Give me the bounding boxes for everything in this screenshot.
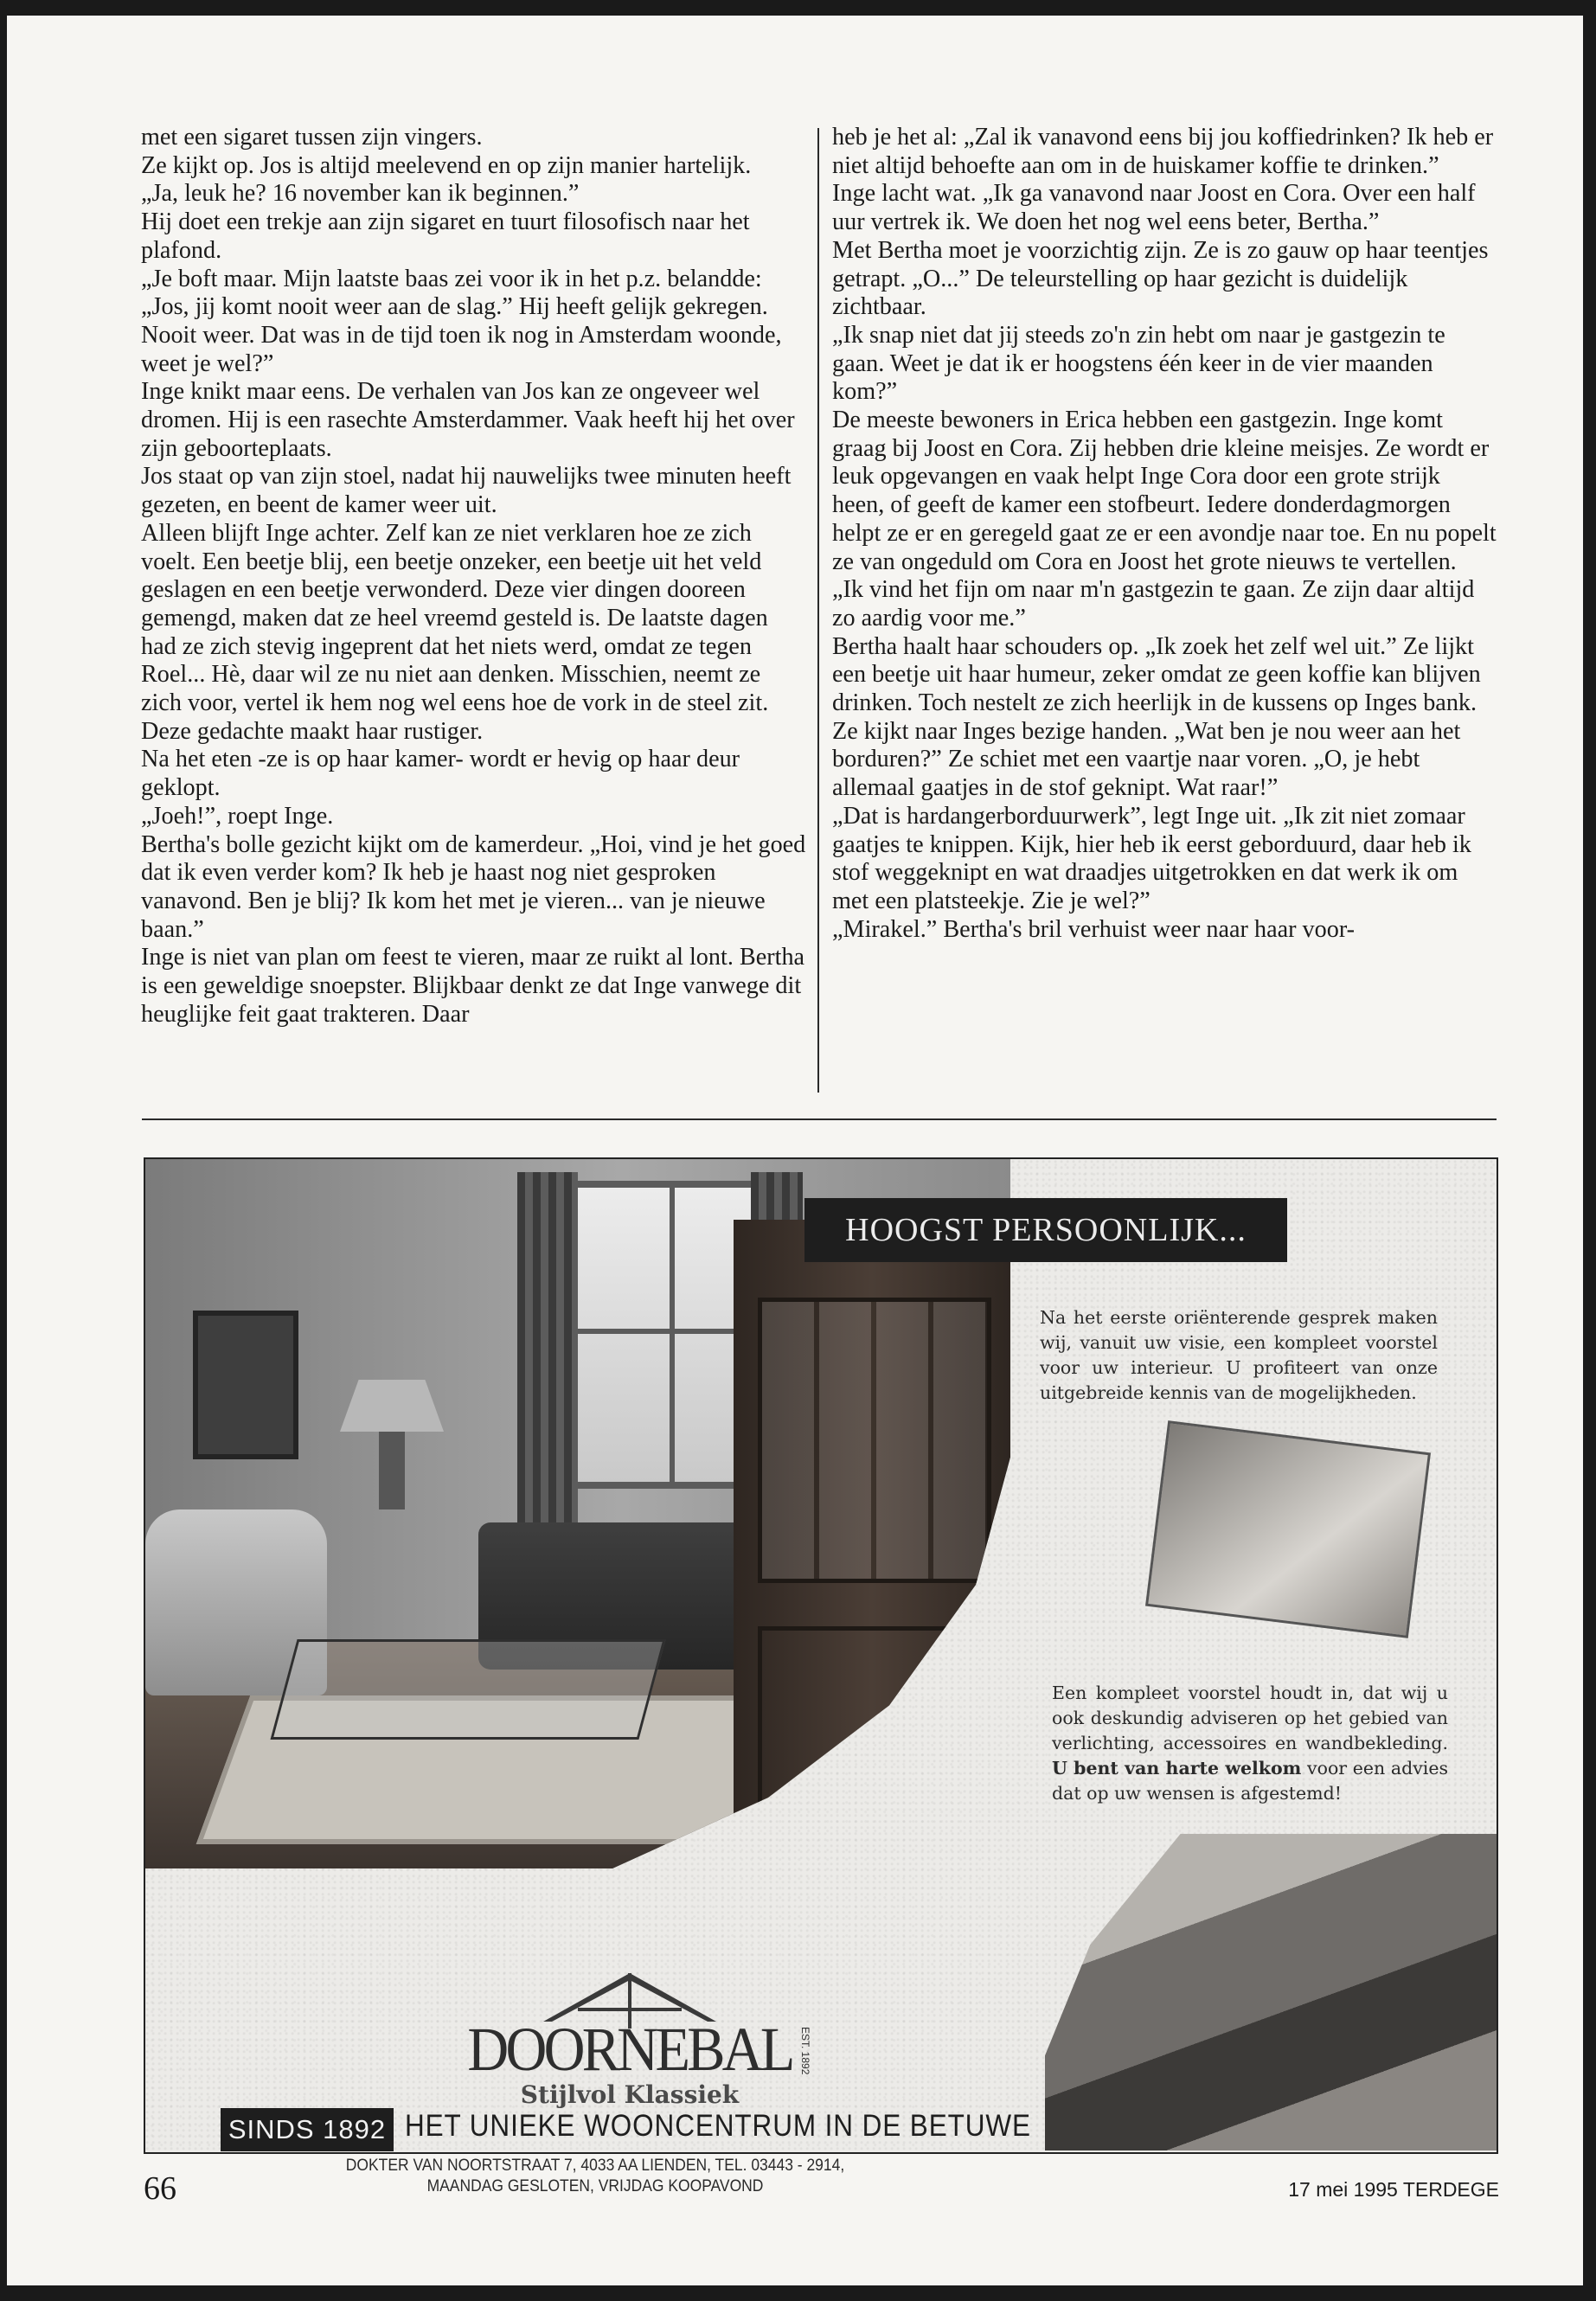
doornebal-logo	[448, 1968, 811, 2109]
paragraph: Inge is niet van plan om feest te vieren, maar ze ruikt al lont. Bertha is een geweldige snoepster. Blijkbaar denkt ze dat Inge vanwege dit heuglijke feit gaat trakteren. Daar	[141, 944, 805, 1028]
paragraph: „Je boft maar. Mijn laatste baas zei voor ik in het p.z. belandde: „Jos, jij komt nooit weer aan de slag.” Hij heeft gelijk gekregen. Nooit weer. Dat was in de tijd toen ik nog in Amsterdam woonde, weet je wel?”	[141, 265, 782, 377]
address-line: DOKTER VAN NOORTSTRAAT 7, 4033 AA LIENDEN, TEL. 03443 - 2914,	[345, 2157, 845, 2175]
paragraph: Na het eten -ze is op haar kamer- wordt er hevig op haar deur geklopt.	[141, 746, 740, 802]
paragraph: Hij doet een trekje aan zijn sigaret en tuurt filosofisch naar het plafond.	[141, 208, 750, 264]
logo-slogan: Stijlvol Klassiek	[520, 2080, 740, 2109]
paint-palette-photo	[1145, 1420, 1431, 1638]
ad-headline: HOOGST PERSOONLIJK...	[804, 1198, 1287, 1262]
article-right-column	[832, 124, 1498, 944]
ad-tagline: HET UNIEKE WOONCENTRUM IN DE BETUWE	[405, 2109, 1031, 2143]
since-badge: SINDS 1892	[221, 2108, 394, 2151]
logo-wordmark: DOORNEBAL	[467, 2015, 792, 2084]
section-divider	[142, 1118, 1497, 1120]
paragraph: Bertha's bolle gezicht kijkt om de kamerdeur. „Hoi, vind je het goed dat ik even verder kom? Ik heb je haast nog niet gesproken vanavond. Ben je blij? Ik kom het met je vieren... van je nieuwe baan.”	[141, 830, 806, 943]
store-address	[317, 2156, 874, 2197]
paragraph: Alleen blijft Inge achter. Zelf kan ze niet verklaren hoe ze zich voelt. Een beetje blij, een beetje onzeker, een beetje uit het veld geslagen en een beetje verwonderd. Deze vier dingen dooreen gemengd, maken dat ze heel vreemd gesteld is. De laatste dagen had ze zich stevig ingeprent dat het niets werd, omdat ze tegen Roel... Hè, daar wil ze nu niet aan denken. Misschien, neemt ze zich voor, vertel ik hem nog wel eens hoe de vork in de steel zit. Deze gedachte maakt haar rustiger.	[141, 519, 769, 745]
paragraph: Bertha haalt haar schouders op. „Ik zoek het zelf wel uit.” Ze lijkt een beetje uit haar humeur, zeker omdat ze geen koffie kan blijven drinken. Toch nestelt ze zich heerlijk in de kussens op Inges bank. Ze kijkt naar Inges bezige handen. „Wat ben je nou weer aan het borduren?” Ze schiet met een vaartje naar voren. „O, je hebt allemaal gaatjes in de stof geknipt. Wat raar!”	[832, 632, 1481, 802]
paragraph: heb je het al: „Zal ik vanavond eens bij jou koffiedrinken? Ik heb er niet altijd behoefte aan om in de huiskamer koffie te drinken.”	[832, 124, 1494, 179]
article-left-column	[141, 124, 807, 1029]
logo-established: EST. 1892	[799, 2027, 811, 2075]
photo-painting	[193, 1311, 298, 1459]
page-number: 66	[144, 2170, 176, 2207]
column-divider	[817, 128, 819, 1093]
paragraph: „Ik vind het fijn om naar m'n gastgezin te gaan. Ze zijn daar altijd zo aardig voor me.”	[832, 576, 1475, 631]
paragraph: Met Bertha moet je voorzichtig zijn. Ze is zo gauw op haar teentjes getrapt. „O...” De teleurstelling op haar gezicht is duidelijk zichtbaar.	[832, 236, 1489, 321]
paragraph: Inge knikt maar eens. De verhalen van Jos kan ze ongeveer wel dromen. Hij is een rasechte Amsterdammer. Vaak heeft hij het over zijn geboorteplaats.	[141, 378, 795, 462]
paragraph: met een sigaret tussen zijn vingers.	[141, 124, 483, 151]
ad-intro-text: Na het eerste oriënterende gesprek maken wij, vanuit uw visie, een kompleet voorstel voor uw interieur. U profiteert van onze uitgebreide kennis van de mogelijkheden.	[1040, 1306, 1438, 1403]
paragraph: „Dat is hardangerborduurwerk”, legt Inge uit. „Ik zit niet zomaar gaatjes te knippen. Kijk, hier heb ik eerst geborduurd, daar heb ik stof weggeknipt en wat draadjes uitgetrokken en dat werk ik om met een platsteekje. Zie je wel?”	[832, 802, 1471, 914]
ad-offer-tail: voor een advies dat op uw wensen is afgestemd!	[1052, 1757, 1448, 1804]
ad-offer-lead: Een kompleet voorstel houdt in, dat wij u ook deskundig adviseren op het gebied van verlichting, accessoires en wandbekleding.	[1052, 1682, 1448, 1753]
paragraph: „Joeh!”, roept Inge.	[141, 802, 334, 830]
magazine-page	[7, 16, 1583, 2285]
paragraph: De meeste bewoners in Erica hebben een gastgezin. Inge komt graag bij Joost en Cora. Zij hebben drie kleine meisjes. Ze wordt er leuk opgevangen en vaak helpt Inge Cora door een grote strijk heen, of geeft de kamer een stofbeurt. Iedere donderdagmorgen helpt ze er en geregeld gaat ze er een avondje naar toe. En nu popelt ze van ongeduld om Cora en Joost het grote nieuws te vertellen.	[832, 407, 1497, 575]
opening-hours-line: MAANDAG GESLOTEN, VRIJDAG KOOPAVOND	[426, 2177, 764, 2195]
magazine-issue: 17 mei 1995 TERDEGE	[1288, 2178, 1499, 2201]
paragraph: „Mirakel.” Bertha's bril verhuist weer naar haar voor-	[832, 915, 1356, 943]
paragraph: „Ik snap niet dat jij steeds zo'n zin hebt om naar je gastgezin te gaan. Weet je dat ik er hoogstens één keer in de vier maanden kom?”	[832, 321, 1445, 406]
ad-offer-highlight: U bent van harte welkom	[1052, 1757, 1302, 1779]
paragraph: „Ja, leuk he? 16 november kan ik beginnen.”	[141, 180, 580, 208]
paragraph: Inge lacht wat. „Ik ga vanavond naar Joost en Cora. Over een half uur vertrek ik. We doen het nog wel eens beter, Bertha.”	[832, 180, 1476, 236]
photo-coffee-table	[270, 1639, 665, 1740]
paragraph: Ze kijkt op. Jos is altijd meelevend en op zijn manier hartelijk.	[141, 151, 752, 179]
ad-offer-text	[1052, 1681, 1448, 1806]
paragraph: Jos staat op van zijn stoel, nadat hij nauwelijks twee minuten heeft gezeten, en beent de kamer weer uit.	[141, 463, 792, 519]
photo-lamp-base	[379, 1432, 405, 1509]
